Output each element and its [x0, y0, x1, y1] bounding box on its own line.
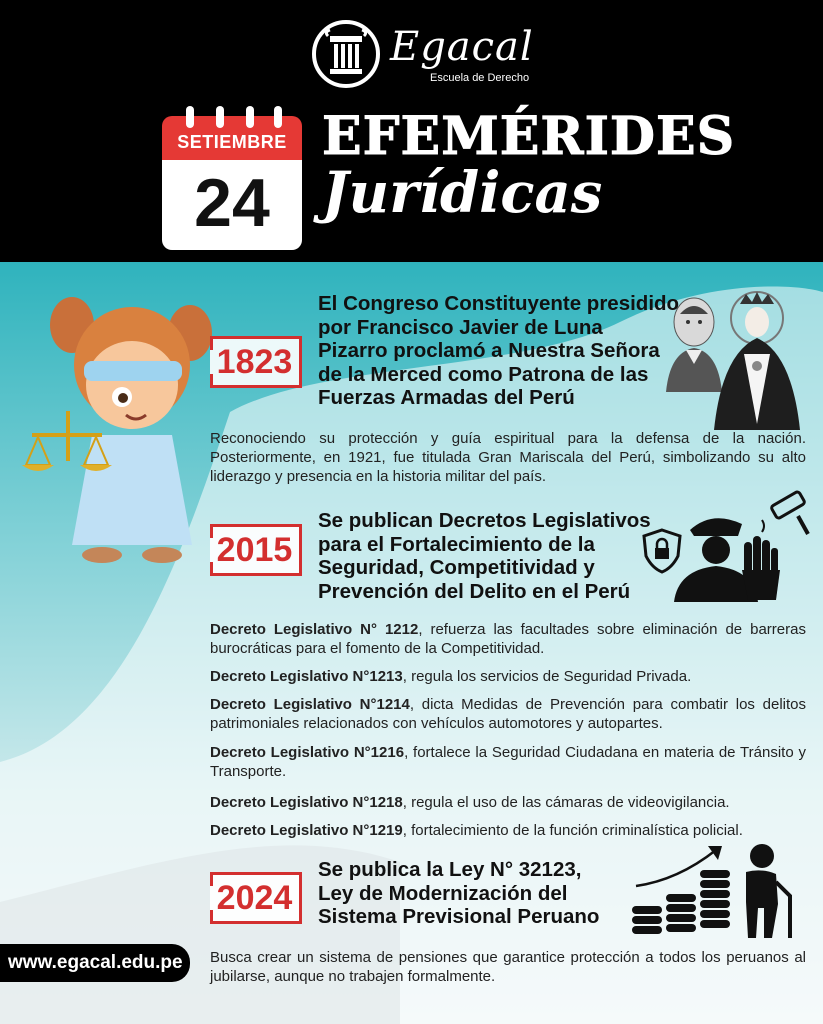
- decree-name: Decreto Legislativo N° 1212: [210, 621, 419, 638]
- event-year-2015: 2015: [210, 524, 302, 576]
- headline-line: Prevención del Delito en el Perú: [318, 579, 631, 603]
- decree-text: , regula el uso de las cámaras de videovigilancia.: [402, 794, 730, 811]
- decree-1212: [210, 620, 806, 658]
- decree-name: Decreto Legislativo N°1214: [210, 696, 410, 713]
- decree-text: , dicta Medidas de Prevención para combatir los delitos patrimoniales relacionados con vehículos automotores y autopartes.: [210, 696, 806, 732]
- decree-name: Decreto Legislativo N°1213: [210, 668, 403, 685]
- security-camera-icon: [758, 490, 812, 542]
- event-year-2024: 2024: [210, 872, 302, 924]
- decree-text: , fortalece la Seguridad Ciudadana en materia de Tránsito y Transporte.: [210, 744, 807, 780]
- column-logo-icon: [312, 20, 380, 88]
- decree-text: , refuerza las facultades sobre eliminación de barreras burocráticas para el fomento de la Competitividad.: [210, 621, 806, 657]
- event-body-2024: Busca crear un sistema de pensiones que garantice protección a todos los peruanos al jubilarse, aunque no trabajen formalmente.: [210, 949, 806, 985]
- decree-text: , regula los servicios de Seguridad Privada.: [402, 668, 692, 685]
- headline-line: Sistema Previsional Peruano: [318, 905, 600, 928]
- decree-name: Decreto Legislativo N°1218: [210, 794, 403, 811]
- decree-name: Decreto Legislativo N°1216: [210, 744, 405, 761]
- virgin-statue-icon: [704, 284, 810, 430]
- elderly-person-icon: [734, 842, 798, 938]
- headline-line: por Francisco Javier de Luna: [318, 315, 603, 339]
- headline-line: Se publican Decretos Legislativos: [318, 509, 651, 532]
- decree-text: , fortalecimiento de la función criminalística policial.: [402, 822, 743, 839]
- brand-logo[interactable]: [312, 18, 552, 90]
- coin-stacks-icon: [628, 840, 738, 940]
- calendar-ring-icon: [246, 106, 254, 128]
- headline-line: para el Fortalecimiento de la: [318, 532, 595, 556]
- decree-name: Decreto Legislativo N°1219: [210, 822, 403, 839]
- headline-line: Se publica la Ley N° 32123,: [318, 858, 582, 881]
- event-headline-2015: [318, 509, 651, 603]
- event-headline-1823: [318, 292, 679, 410]
- decree-1218: [210, 793, 806, 812]
- calendar-month: SETIEMBRE: [177, 132, 287, 152]
- event-body-1823: Reconociendo su protección y guía espiritual para la defensa de la nación. Posteriormente, en 1921, fue titulada Gran Mariscala del Perú, simbolizando su alto liderazgo y presencia en la historia militar del país.: [210, 430, 806, 485]
- headline-line: El Congreso Constituyente presidido: [318, 292, 680, 315]
- decree-1213: [210, 667, 806, 686]
- page-title: EFEMÉRIDES: [322, 106, 736, 167]
- decree-1219: [210, 821, 806, 840]
- event-headline-2024: [318, 858, 599, 929]
- brand-name: Egacal: [390, 24, 534, 70]
- event-year-1823: 1823: [210, 336, 302, 388]
- justice-mascot-icon: [22, 285, 222, 575]
- headline-line: Fuerzas Armadas del Perú: [318, 386, 575, 409]
- calendar-ring-icon: [216, 106, 224, 128]
- date-calendar: [162, 106, 302, 250]
- brand-tagline: Escuela de Derecho: [430, 72, 530, 84]
- decree-1216: [210, 743, 806, 781]
- decree-1214: [210, 695, 806, 733]
- headline-line: Pizarro proclamó a Nuestra Señora: [318, 339, 660, 362]
- website-link[interactable]: www.egacal.edu.pe: [0, 944, 190, 982]
- calendar-ring-icon: [186, 106, 194, 128]
- page-subtitle: Jurídicas: [322, 160, 603, 226]
- headline-line: de la Merced como Patrona de las: [318, 362, 649, 386]
- headline-line: Seguridad, Competitividad y: [318, 556, 595, 579]
- calendar-day: 24: [194, 165, 270, 241]
- headline-line: Ley de Modernización del: [318, 881, 568, 905]
- calendar-ring-icon: [274, 106, 282, 128]
